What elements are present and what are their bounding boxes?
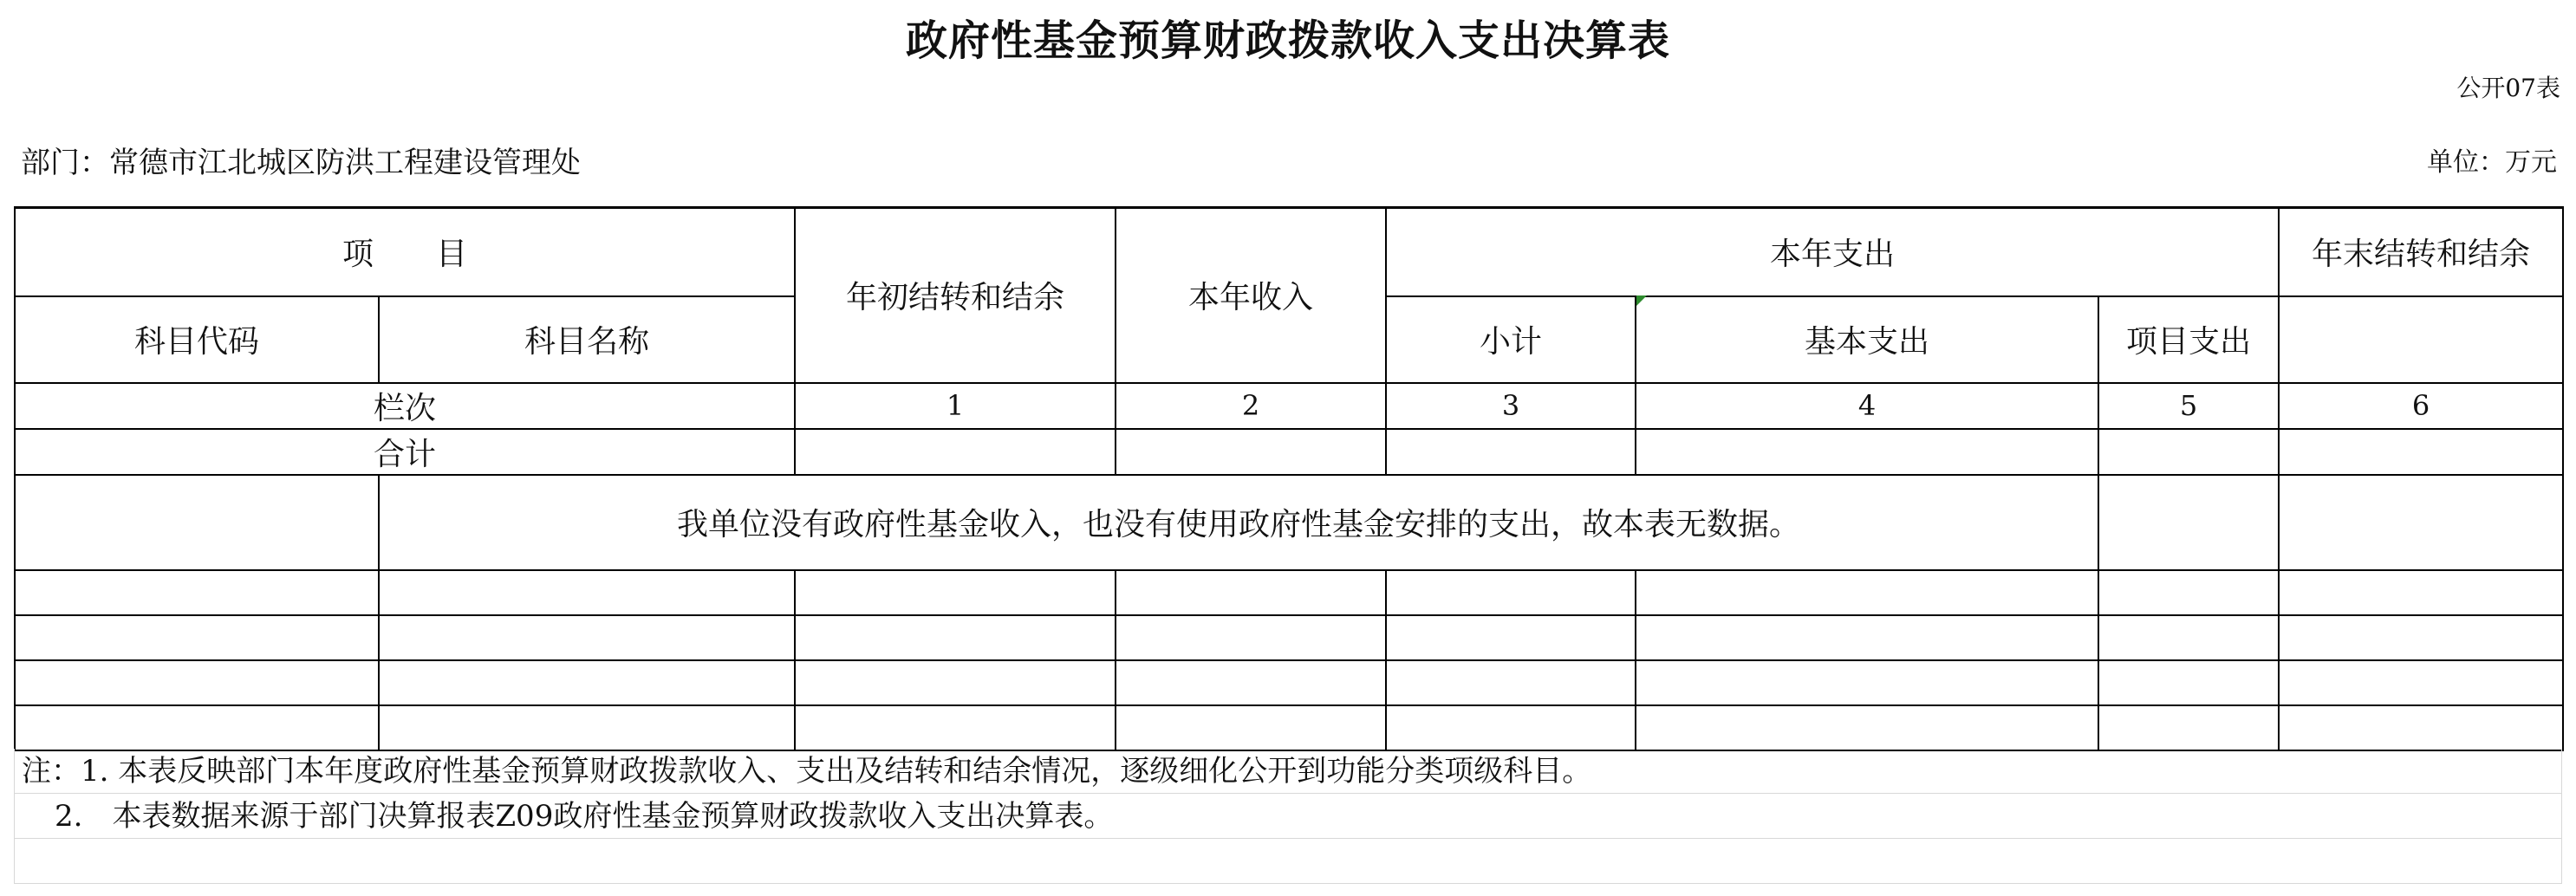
no-data-notice: 我单位没有政府性基金收入，也没有使用政府性基金安排的支出，故本表无数据。 <box>379 475 2098 570</box>
budget-table <box>14 206 2564 751</box>
total-cell <box>1116 429 1386 475</box>
column-number: 5 <box>2098 383 2279 429</box>
column-number: 4 <box>1636 383 2098 429</box>
total-row <box>15 429 2563 475</box>
header-project-expense: 项目支出 <box>2098 296 2279 383</box>
column-label: 栏次 <box>15 383 795 429</box>
total-cell <box>2279 429 2563 475</box>
header-project: 项 目 <box>15 208 795 296</box>
column-number: 1 <box>795 383 1116 429</box>
total-label: 合计 <box>15 429 795 475</box>
total-cell <box>1386 429 1636 475</box>
notice-row <box>15 475 2563 570</box>
table-row <box>15 705 2563 750</box>
header-row-1 <box>15 208 2563 296</box>
total-cell <box>2098 429 2279 475</box>
column-number: 2 <box>1116 383 1386 429</box>
empty-cell <box>2279 475 2563 570</box>
total-cell <box>795 429 1116 475</box>
unit-label: 单位：万元 <box>2427 147 2557 178</box>
column-number: 3 <box>1386 383 1636 429</box>
table-row <box>15 660 2563 705</box>
header-end-balance-sub <box>2279 296 2563 383</box>
column-number-row <box>15 383 2563 429</box>
empty-cell <box>2098 475 2279 570</box>
empty-cell <box>15 475 379 570</box>
note-empty-row <box>14 839 2562 884</box>
header-expense: 本年支出 <box>1386 208 2279 296</box>
department-label: 部门：常德市江北城区防洪工程建设管理处 <box>21 146 581 180</box>
header-basic-expense: 基本支出 <box>1636 296 2098 383</box>
form-number: 公开07表 <box>2456 74 2560 102</box>
header-subject-name: 科目名称 <box>379 296 795 383</box>
header-subtotal: 小计 <box>1386 296 1636 383</box>
header-begin-balance: 年初结转和结余 <box>795 208 1116 383</box>
cell-comment-marker-icon <box>1636 295 1647 306</box>
note-item: 2. 本表数据来源于部门决算报表Z09政府性基金预算财政拨款收入支出决算表。 <box>14 794 2562 839</box>
header-subject-code: 科目代码 <box>15 296 379 383</box>
note-item: 注：1. 本表反映部门本年度政府性基金预算财政拨款收入、支出及结转和结余情况，逐级细化公开到功能分类项级科目。 <box>14 749 2562 794</box>
header-income: 本年收入 <box>1116 208 1386 383</box>
header-end-balance: 年末结转和结余 <box>2279 208 2563 296</box>
notes-section <box>14 749 2562 884</box>
column-number: 6 <box>2279 383 2563 429</box>
page-title: 政府性基金预算财政拨款收入支出决算表 <box>905 16 1670 65</box>
table-row <box>15 615 2563 660</box>
total-cell <box>1636 429 2098 475</box>
table-row <box>15 570 2563 615</box>
